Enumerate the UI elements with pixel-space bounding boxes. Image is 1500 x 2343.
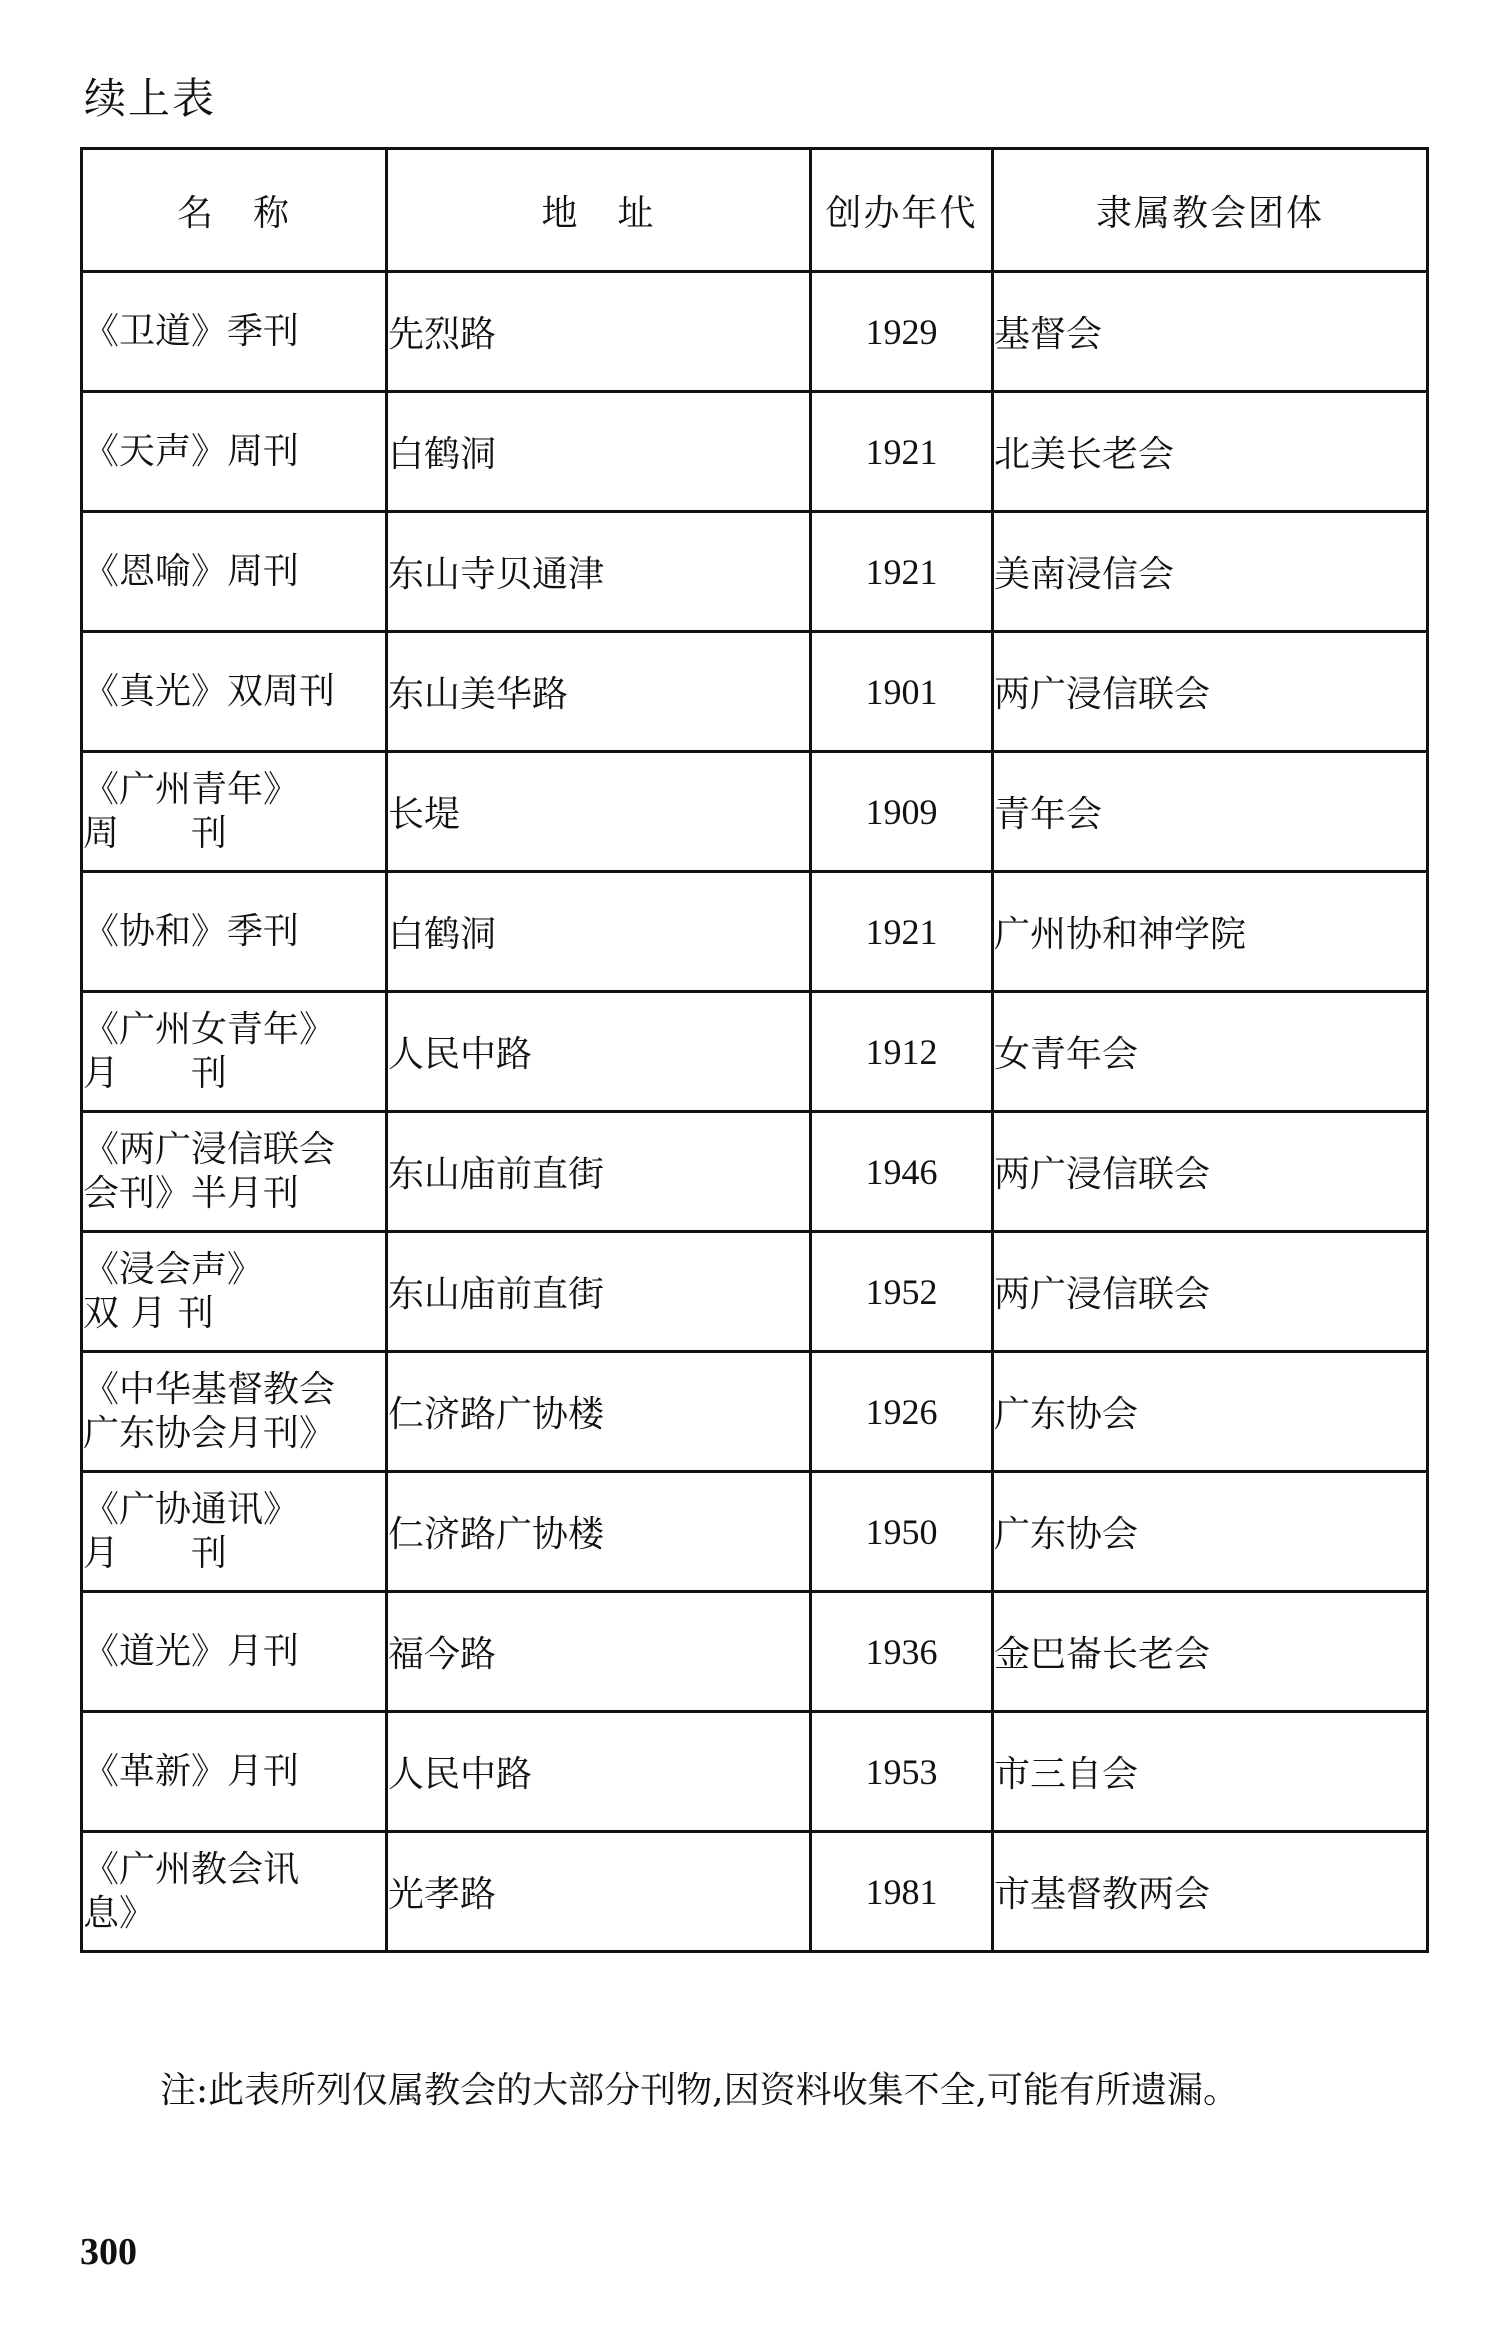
periodical-name: 《中华基督教会	[83, 1368, 336, 1410]
affiliated-church-cell: 两广浸信联会	[993, 632, 1428, 752]
periodical-name-cell	[82, 1712, 387, 1832]
founded-year-cell: 1981	[811, 1832, 993, 1952]
periodical-name: 《天声》周刊	[83, 430, 300, 472]
table-row	[82, 1352, 1428, 1472]
address-cell: 东山寺贝通津	[387, 512, 811, 632]
periodical-name-line2: 月 刊	[83, 1532, 228, 1574]
table-header-row	[82, 149, 1428, 272]
affiliated-church-cell: 广东协会	[993, 1352, 1428, 1472]
address-cell: 白鹤洞	[387, 392, 811, 512]
periodical-name-line2: 双 月 刊	[83, 1292, 214, 1334]
founded-year-cell: 1921	[811, 872, 993, 992]
founded-year-cell: 1952	[811, 1232, 993, 1352]
page-number: 300	[80, 2231, 137, 2273]
address-cell: 仁济路广协楼	[387, 1472, 811, 1592]
affiliated-church-cell: 女青年会	[993, 992, 1428, 1112]
affiliated-church-cell: 市三自会	[993, 1712, 1428, 1832]
affiliated-church-cell: 两广浸信联会	[993, 1112, 1428, 1232]
founded-year-cell: 1921	[811, 512, 993, 632]
address-cell: 人民中路	[387, 992, 811, 1112]
periodical-name-cell	[82, 272, 387, 392]
periodical-name-cell	[82, 992, 387, 1112]
founded-year-cell: 1921	[811, 392, 993, 512]
table-row	[82, 1472, 1428, 1592]
periodical-name: 《卫道》季刊	[83, 310, 300, 352]
periodical-name: 《广协通讯》	[83, 1488, 300, 1530]
periodical-name-line2: 广东协会月刊》	[83, 1412, 336, 1454]
table-continuation-heading: 续上表	[84, 74, 217, 123]
periodical-name: 《道光》月刊	[83, 1630, 300, 1672]
periodical-name: 《广州教会讯	[83, 1848, 300, 1890]
periodical-name-cell	[82, 392, 387, 512]
table-row	[82, 392, 1428, 512]
periodical-name-cell	[82, 1112, 387, 1232]
periodical-name-cell	[82, 1352, 387, 1472]
periodical-name-line2: 息》	[83, 1892, 156, 1934]
periodical-name: 《两广浸信联会	[83, 1128, 336, 1170]
table-row	[82, 272, 1428, 392]
periodical-name: 《恩喻》周刊	[83, 550, 300, 592]
table-row	[82, 1832, 1428, 1952]
periodical-name-cell	[82, 1592, 387, 1712]
affiliated-church-cell: 两广浸信联会	[993, 1232, 1428, 1352]
periodical-name: 《广州女青年》	[83, 1008, 336, 1050]
founded-year-cell: 1936	[811, 1592, 993, 1712]
table-body	[82, 272, 1428, 1952]
founded-year-cell: 1926	[811, 1352, 993, 1472]
periodicals-table	[80, 147, 1429, 1953]
table-row	[82, 992, 1428, 1112]
periodical-name-line2: 月 刊	[83, 1052, 228, 1094]
founded-year-cell: 1953	[811, 1712, 993, 1832]
periodical-name-cell	[82, 632, 387, 752]
address-cell: 东山庙前直街	[387, 1112, 811, 1232]
founded-year-cell: 1950	[811, 1472, 993, 1592]
founded-year-cell: 1929	[811, 272, 993, 392]
periodical-name: 《革新》月刊	[83, 1750, 300, 1792]
affiliated-church-cell: 北美长老会	[993, 392, 1428, 512]
affiliated-church-cell: 基督会	[993, 272, 1428, 392]
address-cell: 先烈路	[387, 272, 811, 392]
address-cell: 福今路	[387, 1592, 811, 1712]
header-affiliated-church: 隶属教会团体	[993, 149, 1428, 272]
header-founded-year: 创办年代	[811, 149, 993, 272]
table-row	[82, 1712, 1428, 1832]
founded-year-cell: 1946	[811, 1112, 993, 1232]
periodical-name: 《协和》季刊	[83, 910, 300, 952]
periodical-name-line2: 周 刊	[83, 812, 228, 854]
table-row	[82, 752, 1428, 872]
address-cell: 光孝路	[387, 1832, 811, 1952]
periodical-name-cell	[82, 872, 387, 992]
affiliated-church-cell: 金巴崙长老会	[993, 1592, 1428, 1712]
periodical-name-cell	[82, 1832, 387, 1952]
address-cell: 长堤	[387, 752, 811, 872]
periodical-name-line2: 会刊》半月刊	[83, 1172, 300, 1214]
affiliated-church-cell: 青年会	[993, 752, 1428, 872]
founded-year-cell: 1912	[811, 992, 993, 1112]
founded-year-cell: 1901	[811, 632, 993, 752]
address-cell: 东山美华路	[387, 632, 811, 752]
table-row	[82, 1112, 1428, 1232]
table-row	[82, 1592, 1428, 1712]
periodical-name: 《广州青年》	[83, 768, 300, 810]
header-address: 地 址	[387, 149, 811, 272]
affiliated-church-cell: 美南浸信会	[993, 512, 1428, 632]
table-row	[82, 1232, 1428, 1352]
address-cell: 东山庙前直街	[387, 1232, 811, 1352]
affiliated-church-cell: 市基督教两会	[993, 1832, 1428, 1952]
periodical-name-cell	[82, 1232, 387, 1352]
table-footnote: 注:此表所列仅属教会的大部分刊物,因资料收集不全,可能有所遗漏。	[160, 2070, 1240, 2111]
address-cell: 仁济路广协楼	[387, 1352, 811, 1472]
header-name: 名 称	[82, 149, 387, 272]
table-row	[82, 512, 1428, 632]
periodical-name: 《真光》双周刊	[83, 670, 336, 712]
periodical-name-cell	[82, 512, 387, 632]
table-row	[82, 872, 1428, 992]
table-row	[82, 632, 1428, 752]
periodical-name-cell	[82, 1472, 387, 1592]
periodical-name-cell	[82, 752, 387, 872]
periodical-name: 《浸会声》	[83, 1248, 264, 1290]
affiliated-church-cell: 广州协和神学院	[993, 872, 1428, 992]
affiliated-church-cell: 广东协会	[993, 1472, 1428, 1592]
address-cell: 白鹤洞	[387, 872, 811, 992]
founded-year-cell: 1909	[811, 752, 993, 872]
address-cell: 人民中路	[387, 1712, 811, 1832]
